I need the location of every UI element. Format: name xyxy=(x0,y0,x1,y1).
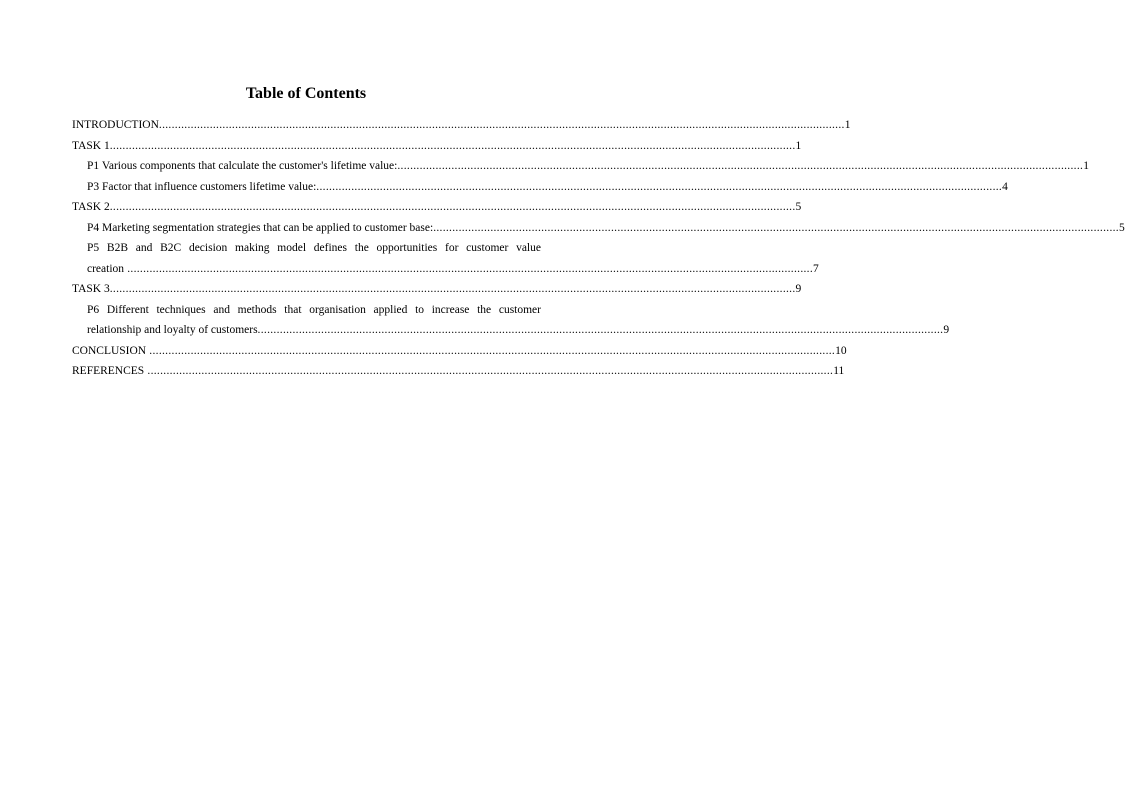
toc-entry-label: INTRODUCTION xyxy=(72,119,159,131)
toc-entry-page: 5 xyxy=(1119,221,1125,234)
toc-entry-conclusion[interactable] xyxy=(72,341,847,362)
toc-entry-page: 4 xyxy=(1002,180,1008,193)
toc-entry-page: 1 xyxy=(795,139,802,152)
toc-entry-p4[interactable] xyxy=(72,218,1125,239)
toc-entry-p6[interactable] xyxy=(72,300,950,341)
toc-entry-label: P4 Marketing segmentation strategies that can be applied to customer base: xyxy=(87,221,434,234)
dot-leader: ........................................................................................................................................................................................................................ xyxy=(109,201,796,213)
dot-leader: ........................................................................................................................................................................................................................ xyxy=(144,365,834,377)
toc-entry-p3[interactable] xyxy=(72,177,1008,198)
dot-leader: ........................................................................................................................................................................................................................ xyxy=(109,283,796,295)
table-of-contents xyxy=(72,115,1125,382)
toc-entry-page: 9 xyxy=(795,283,802,295)
toc-entry-label: P1 Various components that calculate the customer's lifetime value: xyxy=(87,160,398,172)
toc-entry-page: 11 xyxy=(833,365,845,377)
toc-entry-label-line-2: creation xyxy=(87,262,125,275)
toc-entry-label-line-1: P6 Different techniques and methods that organisation applied to increase the customer xyxy=(87,303,541,316)
toc-entry-page: 10 xyxy=(835,344,847,357)
toc-entry-task-2[interactable] xyxy=(72,197,802,218)
toc-entry-page: 1 xyxy=(1083,160,1089,172)
toc-entry-label: TASK 2 xyxy=(72,201,110,213)
toc-entry-page: 1 xyxy=(844,119,851,131)
toc-entry-label: REFERENCES xyxy=(72,365,145,377)
toc-entry-p1[interactable] xyxy=(72,156,1089,177)
dot-leader: ........................................................................................................................................................................................................................ xyxy=(257,324,944,336)
toc-entry-page: 9 xyxy=(943,324,950,336)
toc-entry-page: 5 xyxy=(795,201,802,213)
toc-entry-label-line-2: relationship and loyalty of customers xyxy=(87,324,258,336)
toc-entry-task-3[interactable] xyxy=(72,279,802,300)
toc-entry-page: 7 xyxy=(813,262,819,275)
dot-leader: ........................................................................................................................................................................................................................ xyxy=(109,139,796,152)
toc-entry-task-1[interactable] xyxy=(72,136,802,157)
dot-leader: ........................................................................................................................................................................................................................ xyxy=(397,160,1084,172)
toc-entry-label-line-1: P5 B2B and B2C decision making model defines the opportunities for customer value xyxy=(87,242,541,254)
toc-entry-label: P3 Factor that influence customers lifetime value: xyxy=(87,180,317,193)
dot-leader: ........................................................................................................................................................................................................................ xyxy=(433,221,1119,234)
toc-entry-introduction[interactable] xyxy=(72,115,851,136)
dot-leader: ........................................................................................................................................................................................................................ xyxy=(158,119,845,131)
toc-entry-label: TASK 3 xyxy=(72,283,110,295)
toc-entry-label: TASK 1 xyxy=(72,139,110,152)
dot-leader: ........................................................................................................................................................................................................................ xyxy=(146,344,836,357)
toc-title: Table of Contents xyxy=(245,85,367,102)
dot-leader: ........................................................................................................................................................................................................................ xyxy=(124,262,814,275)
toc-entry-p5[interactable] xyxy=(72,238,819,279)
toc-entry-label: CONCLUSION xyxy=(72,344,147,357)
dot-leader: ........................................................................................................................................................................................................................ xyxy=(316,180,1003,193)
toc-entry-references[interactable] xyxy=(72,361,845,382)
